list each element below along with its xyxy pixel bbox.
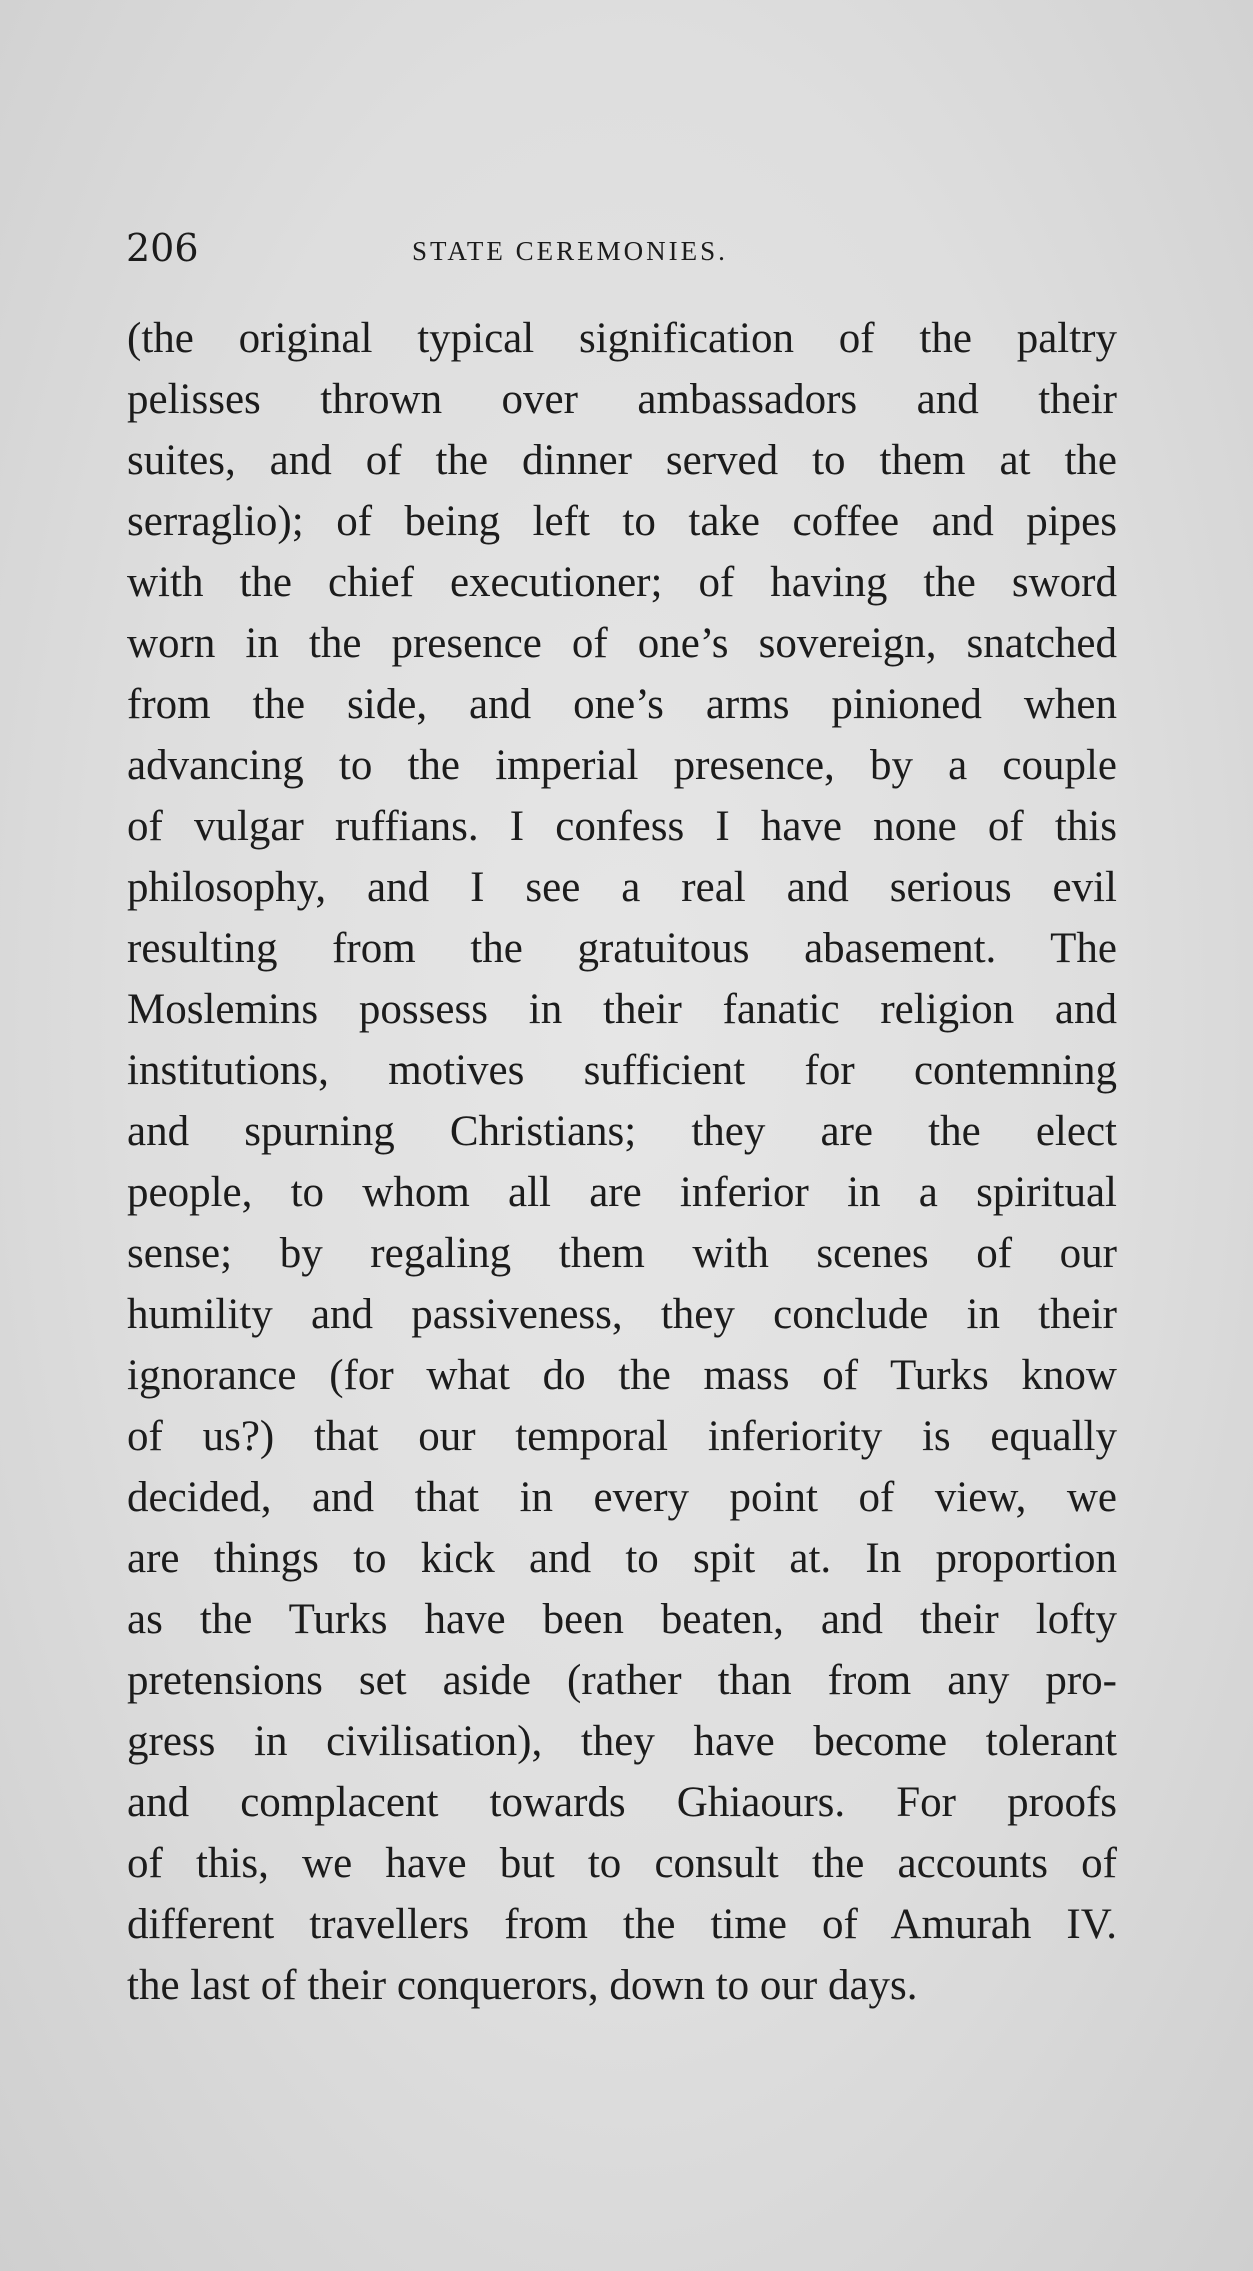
running-head: STATE CEREMONIES.	[412, 236, 728, 266]
text-line: (the original typical signification of the paltry	[127, 315, 1117, 362]
text-line: decided, and that in every point of view, we	[127, 1474, 1117, 1521]
text-line: with the chief executioner; of having the sword	[127, 559, 1117, 606]
text-line: worn in the presence of one’s sovereign, snatched	[127, 620, 1117, 667]
text-line: humility and passiveness, they conclude in their	[127, 1291, 1117, 1338]
page-number: 206	[126, 226, 199, 270]
text-line: pretensions set aside (rather than from any pro-	[127, 1657, 1117, 1704]
text-line: people, to whom all are inferior in a spiritual	[127, 1169, 1117, 1216]
text-line: of us?) that our temporal inferiority is equally	[127, 1413, 1117, 1460]
text-line: different travellers from the time of Amurah IV.	[127, 1901, 1117, 1948]
text-line: suites, and of the dinner served to them at the	[127, 437, 1117, 484]
page-header	[126, 228, 1116, 288]
text-line: ignorance (for what do the mass of Turks know	[127, 1352, 1117, 1399]
text-line: serraglio); of being left to take coffee and pipes	[127, 498, 1117, 545]
body-text	[127, 308, 1117, 2016]
text-line: Moslemins possess in their fanatic religion and	[127, 986, 1117, 1033]
text-line: and spurning Christians; they are the elect	[127, 1108, 1117, 1155]
text-line: philosophy, and I see a real and serious evil	[127, 864, 1117, 911]
text-line: pelisses thrown over ambassadors and their	[127, 376, 1117, 423]
text-line: sense; by regaling them with scenes of our	[127, 1230, 1117, 1277]
text-line: resulting from the gratuitous abasement. The	[127, 925, 1117, 972]
text-line: of this, we have but to consult the accounts of	[127, 1840, 1117, 1887]
text-line: are things to kick and to spit at. In proportion	[127, 1535, 1117, 1582]
text-line: advancing to the imperial presence, by a couple	[127, 742, 1117, 789]
text-line: as the Turks have been beaten, and their lofty	[127, 1596, 1117, 1643]
text-line: gress in civilisation), they have become tolerant	[127, 1718, 1117, 1765]
text-line: the last of their conquerors, down to our days.	[127, 1962, 918, 2009]
text-line: and complacent towards Ghiaours. For proofs	[127, 1779, 1117, 1826]
text-line: institutions, motives sufficient for contemning	[127, 1047, 1117, 1094]
text-line: from the side, and one’s arms pinioned when	[127, 681, 1117, 728]
text-line: of vulgar ruffians. I confess I have none of this	[127, 803, 1117, 850]
